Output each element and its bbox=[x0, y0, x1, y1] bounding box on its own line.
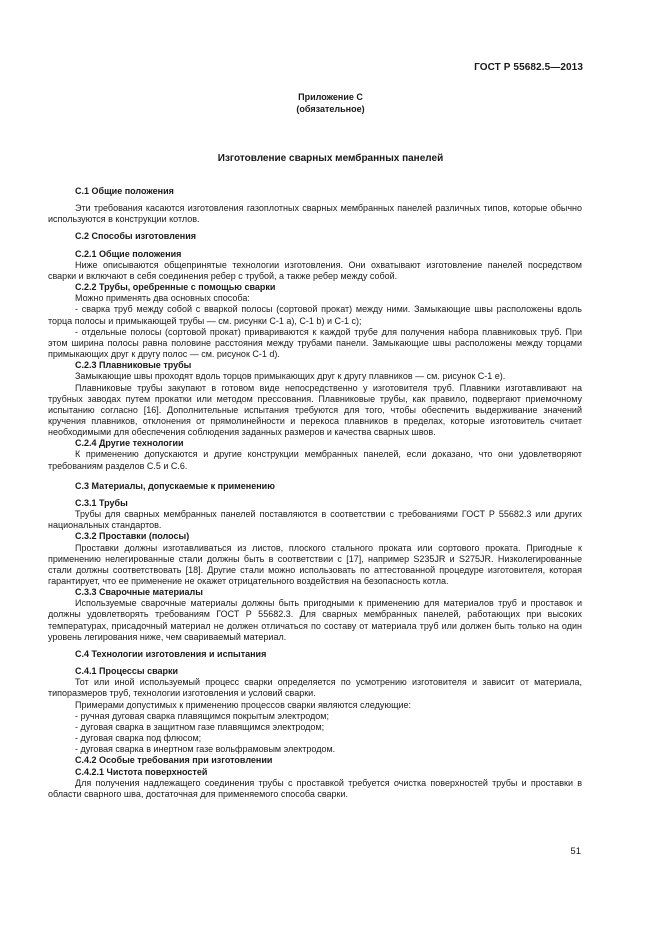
subsection-heading: С.2.1 Общие положения bbox=[75, 248, 182, 259]
paragraph: Используемые сварочные материалы должны быть пригодными к применению для материалов труб и проставок и должны удовлетворять требованиям ГОСТ Р 55682.3. Для сварных мембранных панелей, работающих при высоких температурах, присадочный материал не должен отличаться по составу от материала труб или должен быть только на один уровень легирования ниже, чем свариваемый материал. bbox=[48, 598, 582, 642]
subsection-heading: С.2.4 Другие технологии bbox=[75, 438, 184, 449]
paragraph: Ниже описываются общепринятые технологии изготовления. Они охватывают изготовление панелей посредством сварки и включают в себя соединения ребер с трубой, а также ребер между собой. bbox=[48, 259, 582, 281]
list-item: - дуговая сварка в инертном газе вольфрамовым электродом. bbox=[75, 744, 336, 755]
section-heading: С.2 Способы изготовления bbox=[75, 231, 197, 242]
paragraph: К применению допускаются и другие конструкции мембранных панелей, если доказано, что они удовлетворяют требованиям разделов С.5 и С.6. bbox=[48, 449, 582, 471]
paragraph: Проставки должны изготавливаться из листов, плоского стального проката или сортового проката. Пригодные к применению нелегированные стали должны быть в соответствии с [17], например S235JR и S275JR. Низколегированные стали должны соответствовать [18]. Другие стали можно использовать по аттестованной процедуре изготовителя, которая гарантирует, что ее применение не окажет отрицательного воздействия на безопасность котла. bbox=[48, 542, 582, 586]
list-item: - сварка труб между собой с вваркой полосы (сортовой прокат) между ними. Замыкающие швы расположены вдоль торца полосы и примыкающей трубы — см. рисунки С-1 a), С-1 b) и С-1 с); bbox=[48, 304, 582, 326]
subsection-heading: С.4.2.1 Чистота поверхностей bbox=[75, 766, 208, 777]
paragraph: Эти требования касаются изготовления газоплотных сварных мембранных панелей различных типов, которые обычно используются в конструкции котлов. bbox=[48, 203, 582, 225]
page-number: 51 bbox=[570, 846, 581, 857]
list-item: - отдельные полосы (сортовой прокат) привариваются к каждой трубе для получения набора плавниковых труб. При этом ширина полосы равна половине расстояния между трубами панели. Замыкающие швы расположены между торцами примыкающих друг к другу полос — см. рисунок С-1 d). bbox=[48, 326, 582, 360]
subsection-heading: С.2.3 Плавниковые трубы bbox=[75, 360, 192, 371]
list-item: - ручная дуговая сварка плавящимся покрытым электродом; bbox=[75, 710, 329, 721]
page-title: Изготовление сварных мембранных панелей bbox=[217, 153, 444, 164]
annex-status: (обязательное) bbox=[296, 104, 365, 114]
subsection-heading: С.4.2 Особые требования при изготовлении bbox=[75, 755, 273, 766]
paragraph: Трубы для сварных мембранных панелей поставляются в соответствии с требованиями ГОСТ Р 55682.3 или других национальных стандартов. bbox=[48, 509, 582, 531]
section-heading: С.1 Общие положения bbox=[75, 186, 174, 196]
list-item: - дуговая сварка в защитном газе плавящимся электродом; bbox=[75, 721, 325, 732]
subsection-heading: С.3.2 Проставки (полосы) bbox=[75, 531, 190, 542]
subsection-heading: С.3.3 Сварочные материалы bbox=[75, 587, 203, 598]
document-body bbox=[48, 186, 582, 800]
subsection-heading: С.4.1 Процессы сварки bbox=[75, 666, 179, 677]
paragraph: Плавниковые трубы закупают в готовом виде непосредственно у изготовителя труб. Плавники изготавливают на трубных заводах путем прокатки или методом прессования. Плавниковые трубы, как правило, подвергают приемочному испытанию согласно [16]. Дополнительные испытания требуются для того, чтобы обеспечить выдерживание значений кручения плавников, отклонения от прямолинейности и перекоса плавников в пределах, которые изготовитель считает необходимыми для обеспечения соблюдения заданных размеров и качества сварных швов. bbox=[48, 382, 582, 438]
subsection-heading: С.3.1 Трубы bbox=[75, 497, 128, 508]
standard-number: ГОСТ Р 55682.5—2013 bbox=[474, 62, 583, 73]
list-item: - дуговая сварка под флюсом; bbox=[75, 733, 202, 744]
subsection-heading: С.2.2 Трубы, оребренные с помощью сварки bbox=[75, 282, 276, 293]
paragraph: Можно применять два основных способа: bbox=[75, 293, 250, 304]
paragraph: Примерами допустимых к применению процессов сварки являются следующие: bbox=[75, 699, 412, 710]
section-heading: С.4 Технологии изготовления и испытания bbox=[75, 648, 267, 659]
section-heading: С.3 Материалы, допускаемые к применению bbox=[75, 480, 275, 491]
paragraph: Тот или иной используемый процесс сварки определяется по усмотрению изготовителя и зависит от материала, типоразмеров труб, технологии изготовления и условий сварки. bbox=[48, 677, 582, 699]
annex-label: Приложение С bbox=[298, 92, 363, 102]
paragraph: Для получения надлежащего соединения трубы с проставкой требуется очистка поверхностей трубы и проставки в области сварного шва, достаточная для применяемого способа сварки. bbox=[48, 777, 582, 799]
paragraph: Замыкающие швы проходят вдоль торцов примыкающих друг к другу плавников — см. рисунок С-1 е). bbox=[75, 371, 506, 382]
